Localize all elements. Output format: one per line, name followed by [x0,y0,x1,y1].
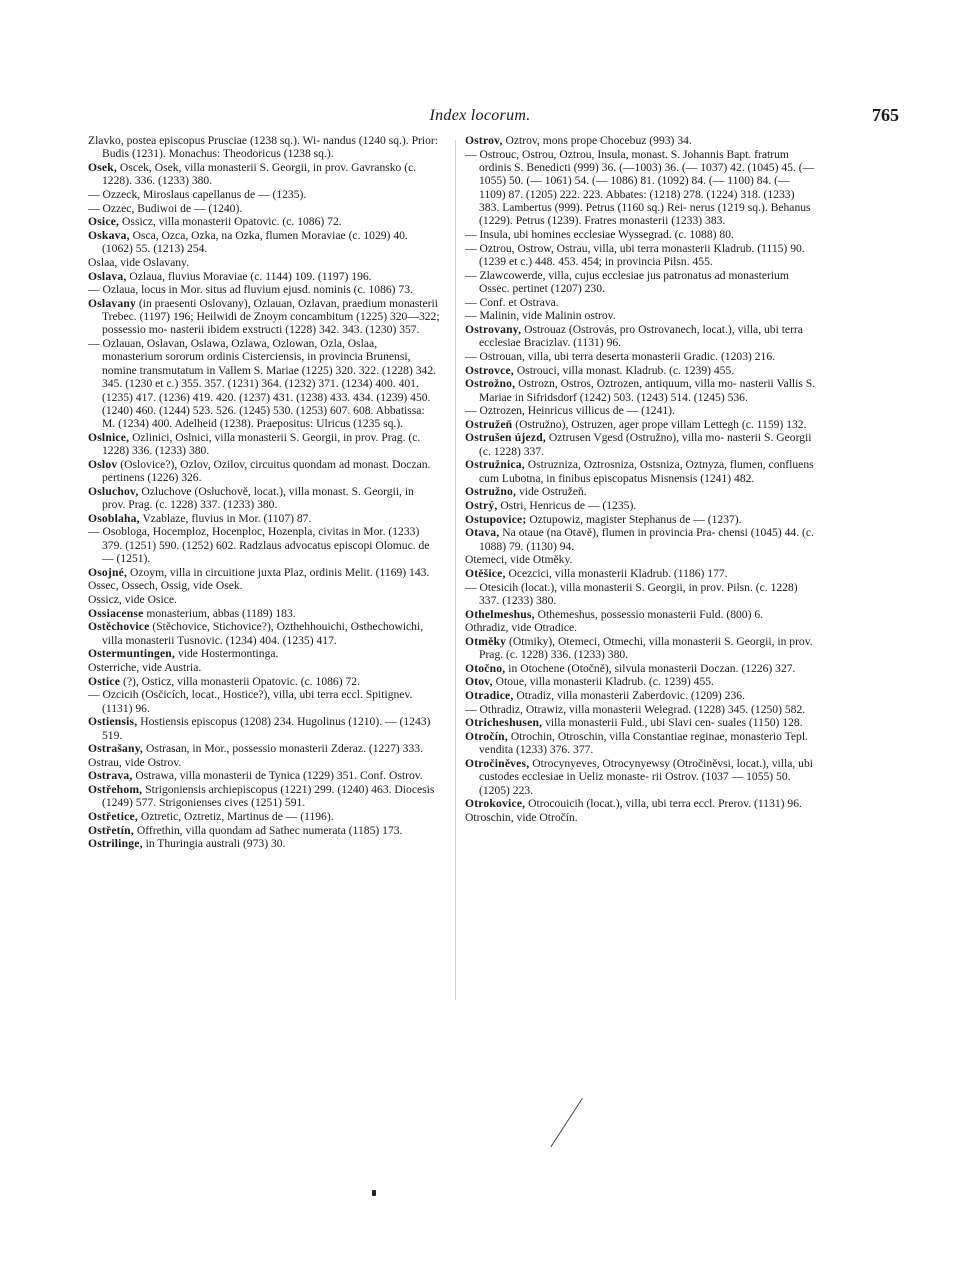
entry-text: Vzablaze, fluvius in Mor. (1107) 87. [139,511,312,525]
index-entry [88,620,440,647]
index-entry [465,608,817,621]
entry-text: — Insula, ubi homines ecclesiae Wyssegrad. (c. 1088) 80. [465,228,734,241]
index-entry [88,229,440,256]
index-entry [465,404,817,417]
entry-text: Offrethin, villa quondam ad Sathec numerata (1185) 173. [133,823,403,837]
entry-headword: Oskava, [88,228,130,242]
index-entry [465,757,817,797]
entry-headword: Ostrožno, [465,377,516,391]
entry-headword: Oslava, [88,269,127,283]
index-entry [88,647,440,660]
entry-headword: Ostřehom, [88,783,143,797]
index-entry [465,296,817,309]
index-entry [465,689,817,702]
index-entry [88,512,440,525]
index-entry [88,202,440,215]
entry-text: Othradiz, vide Otradice. [465,621,578,635]
entry-headword: Otročín, [465,730,508,744]
entry-text: Ostri, Henricus de — (1235). [497,499,637,513]
index-entry [88,756,440,769]
entry-headword: Otava, [465,526,500,540]
index-entry [88,810,440,823]
entry-text: Oztupowiz, magister Stephanus de — (1237). [526,512,742,526]
index-entry [88,297,440,337]
entry-text: Na otaue (na Otavě), flumen in provincia Pra- chensi (1045) 44. (c. 1088) 79. (1130) 94. [479,526,814,553]
index-entry [88,256,440,269]
pencil-stroke-mark [550,1098,583,1147]
entry-text: Hostiensis episcopus (1208) 234. Hugolinus (1210). — (1243) 519. [102,715,431,742]
index-entry [465,526,817,553]
index-entry [88,485,440,512]
entry-headword: Ostřetín, [88,823,134,837]
entry-text: Otroschin, vide Otročín. [465,810,578,824]
ink-dot-mark [372,1190,376,1196]
entry-headword: Ostružnica, [465,458,525,472]
index-entry [88,283,440,296]
entry-text: Otrocouicih (locat.), villa, ubi terra eccl. Prerov. (1131) 96. [525,797,802,811]
index-entry [465,418,817,431]
entry-text: Oztretic, Oztretiz, Martinus de — (1196). [137,810,334,824]
index-entry [88,579,440,592]
entry-text: Oscek, Osek, villa monasterii S. Georgii, in prov. Gavransko (c. 1228). 336. (1233) 380. [102,160,417,188]
entry-headword: Osice, [88,215,120,229]
entry-text: (Otmiky), Otemeci, Otmechi, villa monasterii S. Georgii, in prov. Prag. (c. 1228) 336. (1233) 380. [479,634,813,662]
page-number: 765 [872,105,899,125]
entry-text: Ossec, Ossech, Ossig, vide Osek. [88,579,243,593]
index-entry [465,350,817,363]
page-header-title: Index locorum. [429,107,531,124]
entry-headword: Otricheshusen, [465,716,543,730]
index-entry [88,742,440,755]
entry-headword: Ostrovce, [465,363,514,377]
entry-text: Ostrasan, in Mor., possessio monasterii Zderaz. (1227) 333. [143,742,423,756]
entry-text: Ostrouaz (Ostrovás, pro Ostrovanech, locat.), villa, ubi terra ecclesiae Bracizlav. (1131) 96. [479,322,803,350]
entry-headword: Ostrovany, [465,322,522,336]
index-entry [88,431,440,458]
entry-text: — Ozlaua, locus in Mor. situs ad fluvium ejusd. nominis (c. 1086) 73. [88,283,413,297]
entry-headword: Ostrušen újezd, [465,431,546,445]
index-entry [465,716,817,729]
index-entry [465,134,817,147]
entry-text: (Ostružno), Ostruzen, ager prope villam Lettegh (c. 1159) 132. [512,417,807,431]
index-entry [465,499,817,512]
index-entry [465,811,817,824]
entry-text: — Malinin, vide Malinin ostrov. [465,309,616,323]
index-entry [465,621,817,634]
index-entry [465,148,817,228]
entry-headword: Ostrov, [465,134,503,147]
index-entry [88,837,440,850]
entry-text: — Ozcicih (Osčicích, locat., Hostice?), villa, ubi terra eccl. Spitignev. (1131) 96. [88,688,413,715]
entry-text: Osterriche, vide Austria. [88,660,202,674]
entry-text: — Oztrozen, Heinricus villicus de — (1241). [465,404,675,418]
entry-text: Osca, Ozca, Ozka, na Ozka, flumen Moraviae (c. 1029) 40. (1062) 55. (1213) 254. [102,228,408,256]
entry-text: — Conf. et Ostrava. [465,295,559,309]
entry-headword: Osoblaha, [88,511,140,525]
entry-text: — Ozzec, Budiwoi de — (1240). [88,201,243,215]
index-entry [88,188,440,201]
index-column-right [465,134,817,825]
index-entry [465,662,817,675]
entry-headword: Osojné, [88,565,128,579]
entry-headword: Othelmeshus, [465,607,535,621]
entry-text: in Otochene (Otočně), silvula monasterii Doczan. (1226) 327. [505,661,796,675]
index-entry [88,688,440,715]
entry-text: Othemeshus, possessio monasterii Fuld. (800) 6. [534,607,764,621]
index-entry [465,553,817,566]
index-entry [465,458,817,485]
index-entry [88,337,440,430]
index-entry [465,797,817,810]
entry-headword: Otročiněves, [465,757,530,771]
entry-text: Ozoym, villa in circuitione juxta Plaz, ordinis Melit. (1169) 143. [127,565,430,579]
index-entry [465,242,817,269]
entry-text: Zlavko, postea episcopus Prusciae (1238 sq.). Wi- nandus (1240 sq.). Prior: Budis (1231). Monachus: Theodoricus (1238 sq.). [88,134,438,161]
index-entry [88,675,440,688]
index-entry [465,431,817,458]
entry-text: — Ostrouan, villa, ubi terra deserta monasterii Gradic. (1203) 216. [465,349,776,363]
index-entry [465,635,817,662]
entry-text: Otradiz, villa monasterii Zaberdovic. (1209) 236. [513,689,745,703]
entry-headword: Ostermuntingen, [88,647,176,661]
entry-headword: Ostrava, [88,769,133,783]
index-entry [88,715,440,742]
index-entry [465,485,817,498]
entry-headword: Ossiacense [88,606,144,620]
entry-headword: Ostružeň [465,417,513,431]
index-entry [88,593,440,606]
entry-headword: Ostřetice, [88,810,138,824]
entry-text: — Otesicih (locat.), villa monasterii S. Georgii, in prov. Pilsn. (c. 1228) 337. (1233) 380. [465,580,798,607]
entry-headword: Ostěchovice [88,620,150,634]
entry-text: — Oztrou, Ostrow, Ostrau, villa, ubi terra monasterii Kladrub. (1115) 90. (1239 et c.) 448. 453. 454; in provincia Pilsn. 455. [465,241,805,268]
entry-text: — Ozzeck, Miroslaus capellanus de — (1235). [88,187,307,201]
entry-text: Strigoniensis archiepiscopus (1221) 299. (1240) 463. Diocesis (1249) 577. Strigonienses cives (1251) 591. [102,783,435,810]
entry-text: monasterium, abbas (1189) 183. [143,606,296,620]
entry-text: — Zlawcowerde, villa, cujus ecclesiae jus patronatus ad monasterium Ossec. pertinet (1207) 230. [465,268,789,295]
entry-text: Ozlaua, fluvius Moraviae (c. 1144) 109. (1197) 196. [126,269,372,283]
index-entry [88,661,440,674]
index-entry [88,566,440,579]
index-entry [88,783,440,810]
entry-headword: Ostrý, [465,499,498,513]
entry-text: — Ostrouc, Ostrou, Oztrou, Insula, monast. S. Johannis Bapt. fratrum ordinis S. Benedicti (999) 36. (—1003) 36. (— 1037) 42. (1045) 45. (— 1055) 50. (— 1061) 54. (— 1086) 81. (1092) 84. (— 1100) 84. (— 1109) 87. (1205) 222. 223. Abbates: (1218) 278. (1224) 318. (1233) 383. Lambertus (999). Petrus (1160 sq.) Rei- nerus (1219 sq.). Behanus (1229). Petrus (1239). Fratres monasterii (1233) 383. [465,147,815,228]
index-entry [88,607,440,620]
entry-headword: Otměky [465,634,507,648]
entry-headword: Otočno, [465,661,506,675]
entry-text: Ossicz, villa monasterii Opatovic. (c. 1086) 72. [119,215,342,229]
index-entry [465,675,817,688]
entry-headword: Osek, [88,160,118,174]
entry-text: Ostrau, vide Ostrov. [88,755,182,769]
entry-text: in Thuringia australi (973) 30. [142,837,286,851]
entry-text: Otemeci, vide Otměky. [465,553,573,567]
entry-headword: Ostice [88,674,121,688]
index-entry [465,309,817,322]
entry-text: — Osobloga, Hocemploz, Hocenploc, Hozenpla, civitas in Mor. (1233) 379. (1251) 590. (1252) 602. Radzlaus advocatus episcopi Olomuc. de — (1251). [88,525,430,566]
index-entry [88,824,440,837]
index-entry [88,134,440,161]
entry-text: (Oslovice?), Ozlov, Ozilov, circuitus quondam ad monast. Doczan. pertinens (1226) 326. [102,457,431,485]
entry-text: Ostrawa, villa monasterii de Tynica (1229) 351. Conf. Ostrov. [132,769,423,783]
column-gutter [455,140,456,1000]
entry-text: Otrocynyeves, Otrocynyewsy (Otročiněvsi, locat.), villa, ubi custodes ecclesiae in Ueliz monaste- rii Ostrov. (1037 — 1055) 50. (1205) 223. [479,757,813,797]
entry-headword: Oslavany [88,296,136,310]
entry-text: Ostruzniza, Oztrosniza, Ostsniza, Oztnyza, flumen, confluens cum Lubotna, in finibus episcopatus Misnensis (1241) 482. [479,458,814,485]
entry-text: — Othradiz, Otrawiz, villa monasterii Welegrad. (1228) 345. (1250) 582. [465,702,806,716]
index-entry [465,269,817,296]
index-entry [88,458,440,485]
entry-headword: Oslnice, [88,430,130,444]
index-entry [465,513,817,526]
entry-headword: Ostrašany, [88,742,144,756]
entry-text: Ossicz, vide Osice. [88,593,177,607]
entry-headword: Ostrilinge, [88,837,143,851]
index-entry [465,323,817,350]
entry-headword: Otrokovice, [465,797,526,811]
index-entry [88,270,440,283]
index-entry [465,364,817,377]
entry-text: Oslaa, vide Oslavany. [88,255,189,269]
entry-text: Ostrozn, Ostros, Oztrozen, antiquum, villa mo- nasterii Vallis S. Mariae in Sifridsdorf (1242) 503. (1243) 514. (1245) 536. [479,377,816,404]
entry-text: villa monasterii Fuld., ubi Slavi cen- suales (1150) 128. [542,716,803,730]
entry-text: Otrochin, Otroschin, villa Constantiae reginae, monasterio Tepl. vendita (1233) 376. 377. [479,730,808,757]
index-entry [465,581,817,608]
index-entry [465,730,817,757]
entry-headword: Otradice, [465,689,514,703]
entry-text: vide Hostermontinga. [175,647,279,661]
entry-text: — Ozlauan, Oslavan, Oslawa, Ozlawa, Ozlowan, Ozla, Oslaa, monasterium sororum ordinis Cisterciensis, in provincia Brunensi, nomine transmutatum in Vallem S. Mariae (1225) 320. 322. (1228) 342. 345. (1230 et c.) 355. 357. (1231) 364. (1232) 371. (1234) 400. 401. (1235) 417. (1236) 419. 420. (1237) 431. (1238) 433. 434. (1239) 450. (1240) 460. (1244) 523. 526. (1245) 530. (1253) 607. 608. Abbatissa: M. (1234) 400. Adelheid (1238). Praepositus: Ulricus (1235 sq.). [88,337,437,431]
entry-headword: Oslov [88,457,118,471]
entry-headword: Otov, [465,675,493,689]
entry-text: (in praesenti Oslovany), Ozlauan, Ozlavan, praedium monasterii Trebec. (1197) 196; Heilwidi de Znoym concambitum (1225) 320—322; possessio mo- nasterii ibidem exstructi (1228) 342. 343. (1230) 357. [102,296,440,337]
entry-text: (Stěchovice, Stichovice?), Ozthehhouichi, Osthechowichi, villa monasterii Tusnovic. (1234) 404. (1235) 417. [102,620,424,647]
index-entry [88,525,440,565]
index-entry [88,215,440,228]
index-column-left [88,134,440,851]
entry-text: Oztrusen Vgesd (Ostružno), villa mo- nasterii S. Georgii (c. 1228) 337. [479,431,812,458]
entry-headword: Ostupovice; [465,512,527,526]
entry-headword: Otěšice, [465,566,506,580]
entry-headword: Ostružno, [465,485,517,499]
index-entry [465,377,817,404]
entry-text: Ostrouci, villa monast. Kladrub. (c. 1239) 455. [513,363,735,377]
entry-text: Oztrov, mons prope Chocebuz (993) 34. [502,134,692,147]
index-entry [88,161,440,188]
index-entry [465,228,817,241]
entry-text: vide Ostružeň. [516,485,587,499]
index-entry [88,769,440,782]
entry-headword: Ostiensis, [88,715,138,729]
index-entry [465,703,817,716]
entry-text: (?), Osticz, villa monasterii Opatovic. (c. 1086) 72. [120,674,360,688]
entry-headword: Osluchov, [88,484,139,498]
entry-text: Ocezcici, villa monasterii Kladrub. (1186) 177. [505,566,728,580]
entry-text: Otoue, villa monasterii Kladrub. (c. 1239) 455. [492,675,714,689]
entry-text: Ozluchove (Osluchově, locat.), villa monast. S. Georgii, in prov. Prag. (c. 1228) 337. (1233) 380. [102,484,414,512]
entry-text: Ozlinici, Oslnici, villa monasterii S. Georgii, in prov. Prag. (c. 1228) 336. (1233) 380. [102,430,421,458]
index-entry [465,567,817,580]
